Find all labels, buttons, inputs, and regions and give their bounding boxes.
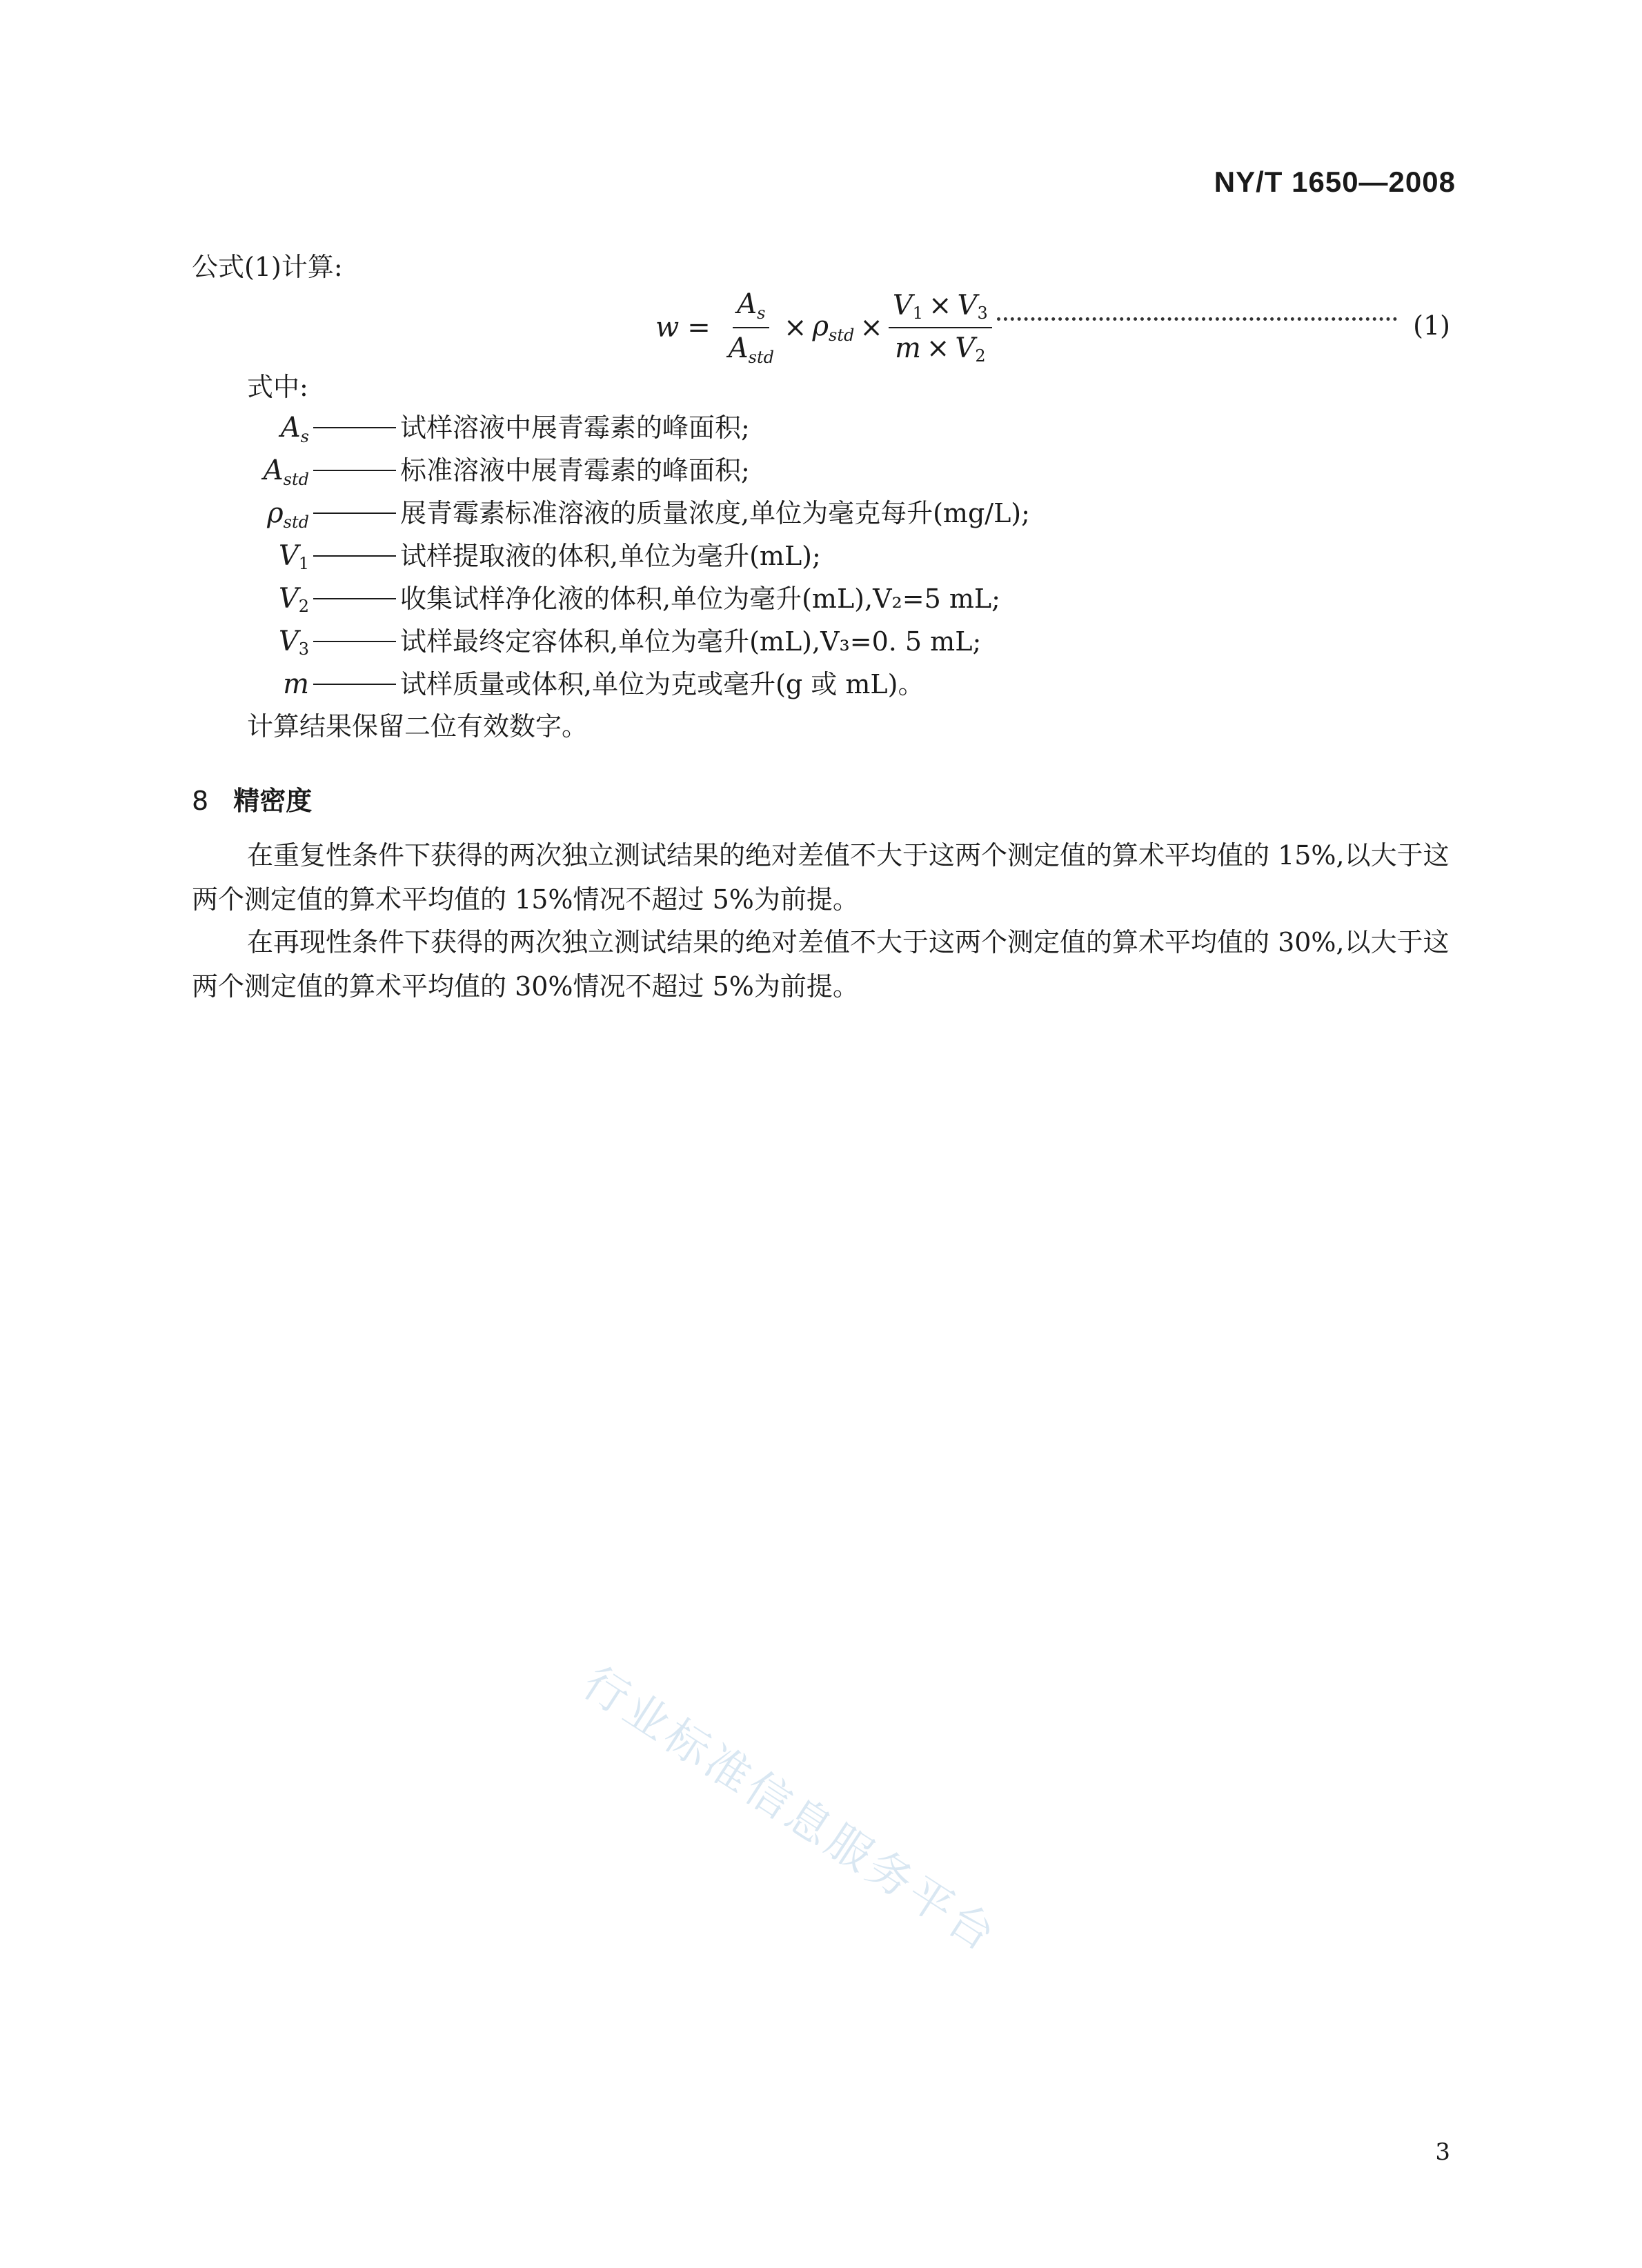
- standard-code: NY/T 1650—2008: [1214, 166, 1456, 198]
- var-symbol: V: [278, 626, 299, 657]
- frac2-num-b-sub: 3: [977, 304, 988, 323]
- frac1-den: A: [728, 332, 749, 364]
- em-dash: [313, 555, 396, 557]
- var-sub: 2: [298, 597, 309, 616]
- variable-row: [233, 670, 924, 702]
- variable-row: [233, 499, 1030, 530]
- frac2-den-b: V: [955, 332, 976, 364]
- em-dash: [313, 513, 396, 514]
- frac2-den-a: m: [894, 332, 921, 364]
- frac1-num: A: [737, 288, 758, 320]
- em-dash: [313, 598, 396, 599]
- times-1: ×: [783, 312, 807, 344]
- var-symbol: V: [278, 540, 299, 572]
- fraction-peak-area: [724, 288, 778, 367]
- var-desc: 试样提取液的体积,单位为毫升(mL);: [400, 541, 821, 571]
- fraction-volume: [889, 290, 992, 366]
- variable-row: [233, 542, 821, 572]
- em-dash: [313, 470, 396, 471]
- rho-symbol: ρ: [812, 310, 829, 342]
- var-sub: 1: [298, 554, 309, 573]
- frac2-num-a-sub: 1: [912, 304, 924, 323]
- equation-number: (1): [1413, 310, 1450, 341]
- var-desc: 试样溶液中展青霉素的峰面积;: [400, 412, 750, 443]
- section-title: 精密度: [233, 786, 313, 816]
- page-number: 3: [1435, 2138, 1450, 2166]
- var-sub: std: [283, 470, 309, 489]
- var-sub: s: [300, 427, 309, 446]
- section-number: 8: [192, 786, 209, 816]
- em-dash: [313, 427, 396, 428]
- formula-equals: =: [687, 312, 711, 344]
- formula-intro: 公式(1)计算:: [192, 252, 343, 282]
- frac2-num-times: ×: [929, 290, 952, 321]
- frac2-num-a: V: [892, 290, 913, 321]
- times-2: ×: [860, 312, 883, 344]
- var-symbol: A: [263, 455, 284, 486]
- formula: [655, 290, 998, 366]
- paragraph-text: 在重复性条件下获得的两次独立测试结果的绝对差值不大于这两个测定值的算术平均值的 15%,以大于这两个测定值的算术平均值的 15%情况不超过 5%为前提。: [192, 840, 1450, 915]
- formula-lhs: w: [655, 312, 680, 344]
- frac2-den-b-sub: 2: [975, 346, 986, 366]
- var-desc: 收集试样净化液的体积,单位为毫升(mL),V₂=5 mL;: [400, 584, 1000, 614]
- var-symbol: V: [278, 583, 299, 615]
- var-symbol: ρ: [267, 497, 284, 529]
- section-heading: [192, 779, 312, 817]
- rho-sub: std: [829, 326, 855, 345]
- paragraph-text: 在再现性条件下获得的两次独立测试结果的绝对差值不大于这两个测定值的算术平均值的 30%,以大于这两个测定值的算术平均值的 30%情况不超过 5%为前提。: [192, 927, 1450, 1002]
- em-dash: [313, 641, 396, 642]
- var-sub: std: [283, 513, 309, 532]
- frac2-den-times: ×: [926, 332, 950, 364]
- watermark: 行业标准信息服务平台: [573, 1657, 1007, 1963]
- variable-row: [233, 414, 750, 445]
- em-dash: [313, 684, 396, 685]
- frac2-num-b: V: [957, 290, 978, 321]
- paragraph-repeatability: [192, 833, 1454, 922]
- var-desc: 试样质量或体积,单位为克或毫升(g 或 mL)。: [400, 669, 924, 699]
- var-desc: 展青霉素标准溶液的质量浓度,单位为毫克每升(mg/L);: [400, 498, 1030, 528]
- where-label: 式中:: [247, 372, 308, 402]
- variable-row: [233, 628, 981, 657]
- frac1-num-sub: s: [757, 304, 766, 323]
- variable-row: [233, 585, 1000, 615]
- rounding-note: 计算结果保留二位有效数字。: [247, 711, 588, 742]
- var-symbol: m: [283, 668, 309, 700]
- var-desc: 试样最终定容体积,单位为毫升(mL),V₃=0. 5 mL;: [400, 626, 982, 657]
- variable-row: [233, 457, 750, 488]
- leader-dots: [997, 317, 1397, 321]
- frac1-den-sub: std: [748, 348, 774, 367]
- var-sub: 3: [298, 639, 309, 659]
- var-desc: 标准溶液中展青霉素的峰面积;: [400, 455, 750, 486]
- var-symbol: A: [280, 412, 301, 444]
- paragraph-reproducibility: [192, 920, 1454, 1008]
